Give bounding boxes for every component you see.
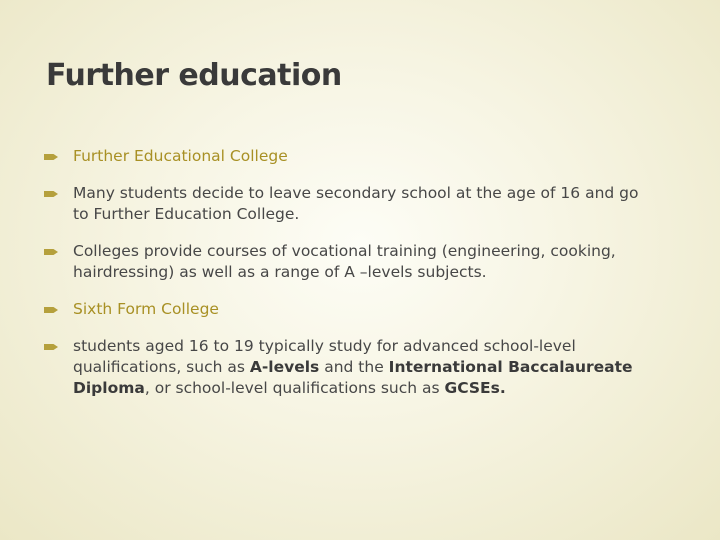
bullet-text-part: , or school-level qualifications such as (144, 379, 445, 397)
bullet-text: Many students decide to leave secondary school at the age of 16 and go to Further Education College. (73, 184, 639, 223)
bullet-text-part: students aged 16 to 19 typically study for advanced school-level qualifications, such as (73, 337, 576, 376)
a-levels-term: A-levels (249, 358, 320, 376)
bullet-list (44, 146, 654, 399)
bullet-text: Sixth Form College (73, 300, 219, 318)
pencil-bullet-icon (44, 146, 58, 167)
bullet-text-part: and the (319, 358, 389, 376)
bullet-students-aged-16-to-19 (44, 336, 654, 399)
bullet-vocational-training (44, 241, 654, 283)
ib-diploma-term: International Baccalaureate Diploma (73, 358, 633, 397)
bullet-further-educational-college (44, 146, 654, 167)
pencil-bullet-icon (44, 336, 58, 357)
pencil-bullet-icon (44, 241, 58, 262)
bullet-text (73, 336, 654, 399)
bullet-text-part: . (499, 379, 506, 397)
bullet-text: Further Educational College (73, 147, 288, 165)
pencil-bullet-icon (44, 299, 58, 320)
pencil-bullet-icon (44, 183, 58, 204)
bullet-leave-secondary-school (44, 183, 654, 225)
bullet-text: Colleges provide courses of vocational training (engineering, cooking, hairdressing) as well as a range of A –levels subjects. (73, 242, 616, 281)
bullet-sixth-form-college (44, 299, 654, 320)
slide-title: Further education (46, 58, 342, 93)
gcses-term: GCSEs (444, 379, 500, 397)
